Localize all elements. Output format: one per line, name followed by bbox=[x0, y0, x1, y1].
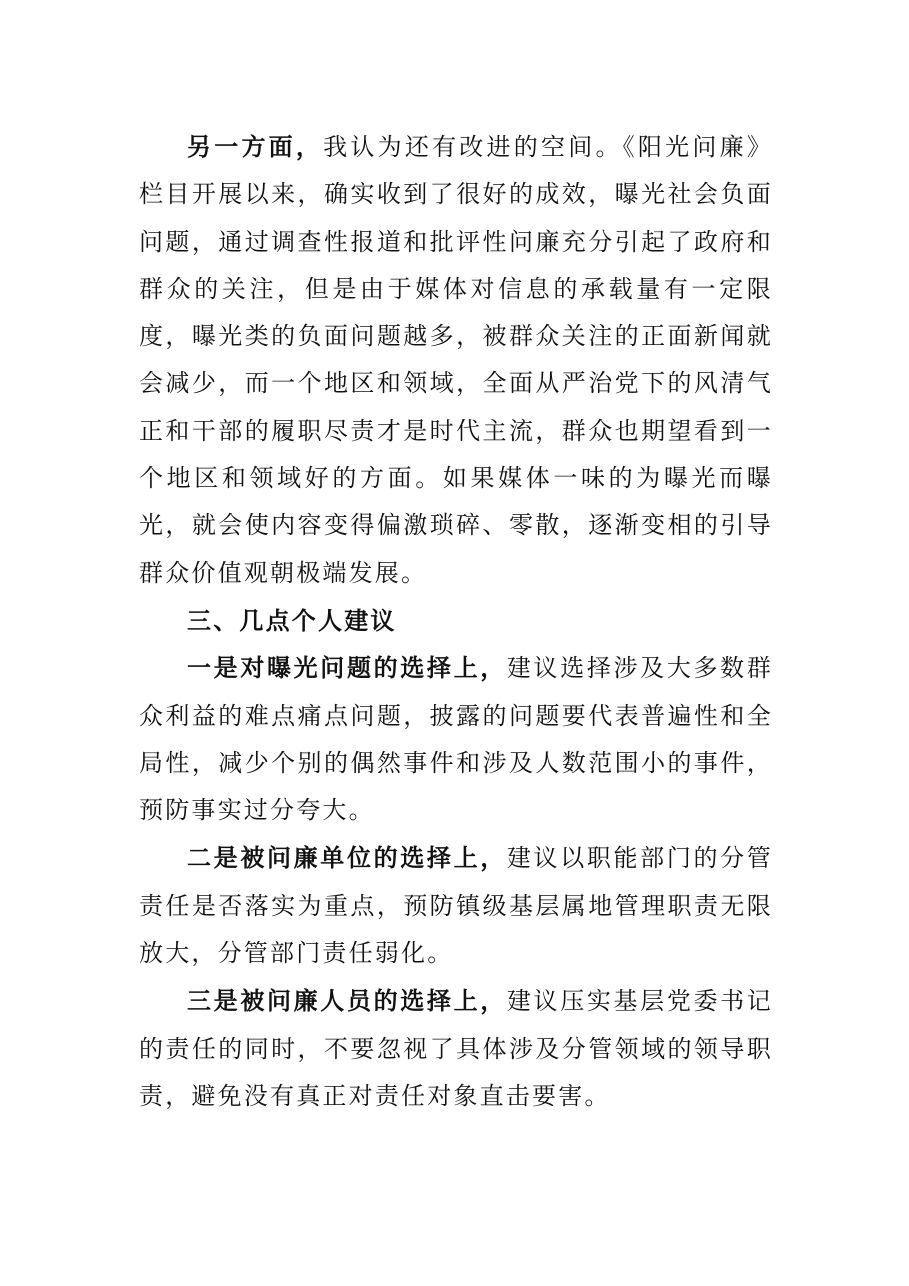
section-heading: 三、几点个人建议 bbox=[187, 605, 397, 635]
suggestion-text: 建议以职能部门的分管责任是否落实为重点，预防镇级基层属地管理职责无限放大，分管部门责任弱化。 bbox=[139, 844, 774, 968]
paragraph-lead: 另一方面， bbox=[187, 132, 324, 161]
suggestion-text: 建议选择涉及大多数群众利益的难点痛点问题，披露的问题要代表普遍性和全局性，减少个别的偶然事件和涉及人数范围小的事件，预防事实过分夸大。 bbox=[139, 654, 774, 825]
document-body bbox=[139, 123, 773, 1120]
suggestion-lead: 一是对曝光问题的选择上， bbox=[187, 653, 507, 683]
suggestion-lead: 二是被问廉单位的选择上， bbox=[187, 843, 507, 873]
suggestion-3 bbox=[139, 977, 773, 1120]
paragraph-other-aspect bbox=[139, 123, 773, 597]
paragraph-text: 我认为还有改进的空间。《阳光问廉》栏目开展以来，确实收到了很好的成效，曝光社会负面问题，通过调查性报道和批评性问廉充分引起了政府和群众的关注，但是由于媒体对信息的承载量有一定限度，曝光类的负面问题越多，被群众关注的正面新闻就会减少，而一个地区和领域，全面从严治党下的风清气正和干部的履职尽责才是时代主流，群众也期望看到一个地区和领域好的方面。如果媒体一味的为曝光而曝光，就会使内容变得偏激琐碎、零散，逐渐变相的引导群众价值观朝极端发展。 bbox=[139, 133, 774, 587]
suggestion-2 bbox=[139, 834, 773, 977]
suggestion-text: 建议压实基层党委书记的责任的同时，不要忽视了具体涉及分管领域的领导职责，避免没有真正对责任对象直击要害。 bbox=[139, 987, 774, 1110]
suggestion-1 bbox=[139, 644, 773, 834]
suggestion-lead: 三是被问廉人员的选择上， bbox=[187, 986, 507, 1016]
